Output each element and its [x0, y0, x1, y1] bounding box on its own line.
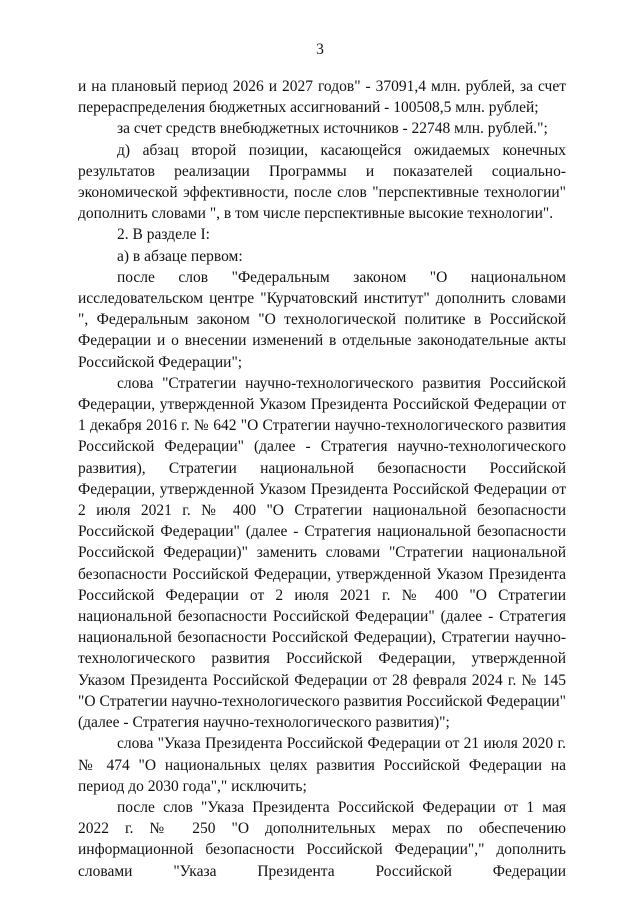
paragraph: после слов "Указа Президента Российской Федерации от 1 мая 2022 г. № 250 "О дополнительных мерах по обеспечению информационной безопасности Российской Федерации"," дополнить словами "Указа Президента Российской Федерации: [78, 798, 566, 880]
paragraph: слова "Указа Президента Российской Федерации от 21 июля 2020 г. № 474 "О национальных целях развития Российской Федерации на период до 2030 года"," исключить;: [78, 735, 566, 795]
paragraph: за счет средств внебюджетных источников - 22748 млн. рублей.";: [117, 120, 548, 138]
paragraph: после слов "Федеральным законом "О национальном исследовательском центре "Курчатовский институт" дополнить словами ", Федеральным законом "О технологической политике в Российской Федерации и о внесении изменений в отдельные законодательные акты Российской Федерации";: [78, 268, 566, 371]
paragraph: д) абзац второй позиции, касающейся ожидаемых конечных результатов реализации Программы и показателей социально-экономической эффективности, после слов "перспективные технологии" дополнить словами ", в том числе перспективные высокие технологии".: [78, 141, 566, 223]
paragraph: и на плановый период 2026 и 2027 годов" - 37091,4 млн. рублей, за счет перераспределения бюджетных ассигнований - 100508,5 млн. рублей;: [78, 78, 566, 117]
subsection-heading: а) в абзаце первом:: [117, 247, 243, 265]
page-number: 3: [316, 41, 324, 58]
paragraph: слова "Стратегии научно-технологического развития Российской Федерации, утвержденной Указом Президента Российской Федерации от 1 декабря 2016 г. № 642 "О Стратегии научно-технологического развития Российской Федерации" (далее - Стратегия научно-технологического развития), Стратегии национальной безопасности Российской Федерации, утвержденной Указом Президента Российской Федерации от 2 июля 2021 г. № 400 "О Стратегии национальной безопасности Российской Федерации" (далее - Стратегия национальной безопасности Российской Федерации)" заменить словами "Стратегии национальной безопасности Российской Федерации, утвержденной Указом Президента Российской Федерации от 2 июля 2021 г. № 400 "О Стратегии национальной безопасности Российской Федерации" (далее - Стратегия национальной безопасности Российской Федерации), Стратегии научно-технологического развития Российской Федерации, утвержденной Указом Президента Российской Федерации от 28 февраля 2024 г. № 145 "О Стратегии научно-технологического развития Российской Федерации" (далее - Стратегия научно-технологического развития)";: [78, 374, 566, 732]
section-heading: 2. В разделе I:: [117, 226, 210, 244]
document-body: [78, 76, 566, 882]
